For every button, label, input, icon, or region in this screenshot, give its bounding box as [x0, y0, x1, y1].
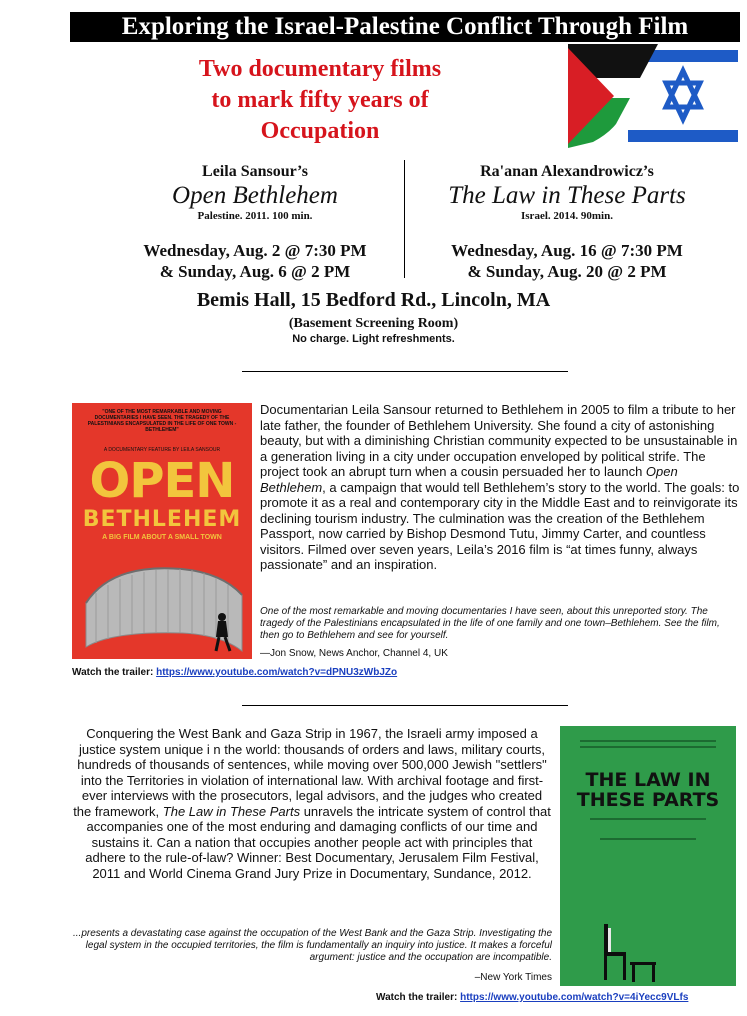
chair-icon [604, 924, 626, 980]
film-1-listing [90, 162, 420, 282]
subtitle-line: Two documentary films [198, 56, 442, 82]
poster-quote: "ONE OF THE MOST REMARKABLE AND MOVING DOCUMENTARIES I HAVE SEEN. THE TRAGEDY OF THE PALESTINIANS ENCAPSULATED IN THE LIFE OF ONE TOWN - BETHLEHEM" [87, 409, 237, 433]
film-2-title: The Law in These Parts [448, 182, 686, 209]
venue-room: (Basement Screening Room) [288, 316, 459, 331]
separation-wall-illustration [72, 543, 252, 659]
divider [242, 371, 568, 372]
poster-title [560, 770, 736, 810]
poster-tagline: A BIG FILM ABOUT A SMALL TOWN [102, 534, 222, 541]
film-2-review-quote: ...presents a devastating case against the occupation of the West Bank and the Gaza Strip. Investigating the legal system in the occupied territories, the film is fundamentally an inquiry into justice. It makes a forceful argument: justice and the occupation are incompatible. [73, 928, 552, 963]
trailer-label: Watch the trailer: [72, 667, 157, 678]
event-title: Exploring the Israel-Palestine Conflict Through Film [70, 12, 740, 42]
poster-credit: A DOCUMENTARY FEATURE BY LEILA SANSOUR [103, 447, 221, 453]
film-2-trailer [376, 992, 688, 1003]
subtitle-line: Occupation [260, 118, 380, 144]
venue-address: Bemis Hall, 15 Bedford Rd., Lincoln, MA [196, 289, 551, 311]
description-text: Documentarian Leila Sansour returned to Bethlehem in 2005 to film a tribute to her late father, the founder of Bethlehem University. She found a city of astonishing beauty, but with a diminishing Christian community expected to be unsustainable in a generation living in a city under occupation enveloped by political strife. The project took an abrupt turn when a cousin persuaded her to launch [260, 402, 738, 479]
event-subtitle [140, 54, 500, 147]
poster-credit-line [580, 740, 716, 742]
description-text: unravels the intricate system of control that accompanies one of the most enduring and damaging conflicts of our time and sustains it. Can a nation that occupies another people act with principles that adhere to the rule-of-law? Winner: Best Documentary, Jerusalem Film Festival, 2011 and World Cinema Grand Jury Prize in Documentary, Sundance, 2012. [85, 803, 551, 881]
film-1-showtimes [90, 240, 420, 282]
poster-word-open: OPEN [89, 453, 235, 509]
film-2-date-2: & Sunday, Aug. 20 @ 2 PM [467, 262, 667, 281]
film-1-trailer-link[interactable]: https://www.youtube.com/watch?v=dPNU3zWbJZo [156, 667, 398, 678]
film-1-director: Leila Sansour’s [202, 163, 308, 180]
subtitle-line: to mark fifty years of [211, 87, 429, 113]
film-1-meta: Palestine. 2011. 100 min. [197, 210, 313, 222]
poster-title-line: THE LAW IN [585, 769, 711, 791]
film-1-title: Open Bethlehem [172, 182, 338, 209]
empty-chair-illustration [586, 922, 656, 984]
film-2-listing [392, 162, 742, 282]
flags-illustration [568, 44, 738, 148]
description-text: , a campaign that would tell Bethlehem’s story to the world. The goals: to promote it as a real and contemporary city in the Middle East and to reinvigorate its declining tourism industry. The culmination was the creation of the Bethlehem Passport, now carried by Bishop Desmond Tutu, Jimmy Carter, and countless visitors. Filmed over seven years, Leila’s 2016 film is “at times funny, always passionate” and an inspiration. [260, 479, 740, 572]
film-2-trailer-link[interactable]: https://www.youtube.com/watch?v=4iYecc9VLfs [460, 992, 689, 1003]
film-2-meta: Israel. 2014. 90min. [521, 210, 613, 222]
open-bethlehem-poster [72, 403, 252, 659]
film-1-date-2: & Sunday, Aug. 6 @ 2 PM [159, 262, 351, 281]
film-1-review-quote: One of the most remarkable and moving documentaries I have seen, about this unreported story. The tragedy of the Palestinians encapsulated in the life of one family and one town–Bethlehem. See the film, then go to Bethlehem and see for yourself. [260, 606, 720, 641]
description-text: Conquering the West Bank and Gaza Strip in 1967, the Israeli army imposed a justice system unique i n the world: thousands of orders and laws, military courts, hundreds of thousands of sentences, while moving over 500,000 Jewish "settlers" into the Territories in violation of international law. With archival footage and first-ever interviews with the prosecutors, legal advisors, and the judges who created the framework, [73, 726, 547, 819]
poster-word-bethlehem: BETHLEHEM [82, 507, 242, 532]
desk-icon [630, 962, 656, 982]
divider [242, 705, 568, 706]
film-2-review-attribution: –New York Times [474, 972, 552, 983]
poster-title-line: THESE PARTS [576, 789, 720, 811]
film-1-trailer [72, 667, 397, 678]
film-1-review-attribution: —Jon Snow, News Anchor, Channel 4, UK [260, 648, 448, 659]
poster-credit-line [580, 746, 716, 748]
film-title-inline: Open Bethlehem [260, 464, 678, 495]
venue-note: No charge. Light refreshments. [292, 333, 455, 345]
poster-credit-line [590, 818, 706, 820]
poster-credit-line [600, 838, 696, 840]
law-in-these-parts-poster [560, 726, 736, 986]
film-2-description [72, 726, 552, 881]
film-title-inline: The Law in These Parts [162, 803, 301, 819]
film-2-showtimes [392, 240, 742, 282]
trailer-label: Watch the trailer: [376, 992, 461, 1003]
film-1-description [260, 402, 740, 573]
film-2-director: Ra'anan Alexandrowicz’s [480, 163, 654, 180]
film-1-date-1: Wednesday, Aug. 2 @ 7:30 PM [143, 241, 367, 260]
film-2-date-1: Wednesday, Aug. 16 @ 7:30 PM [451, 241, 683, 260]
